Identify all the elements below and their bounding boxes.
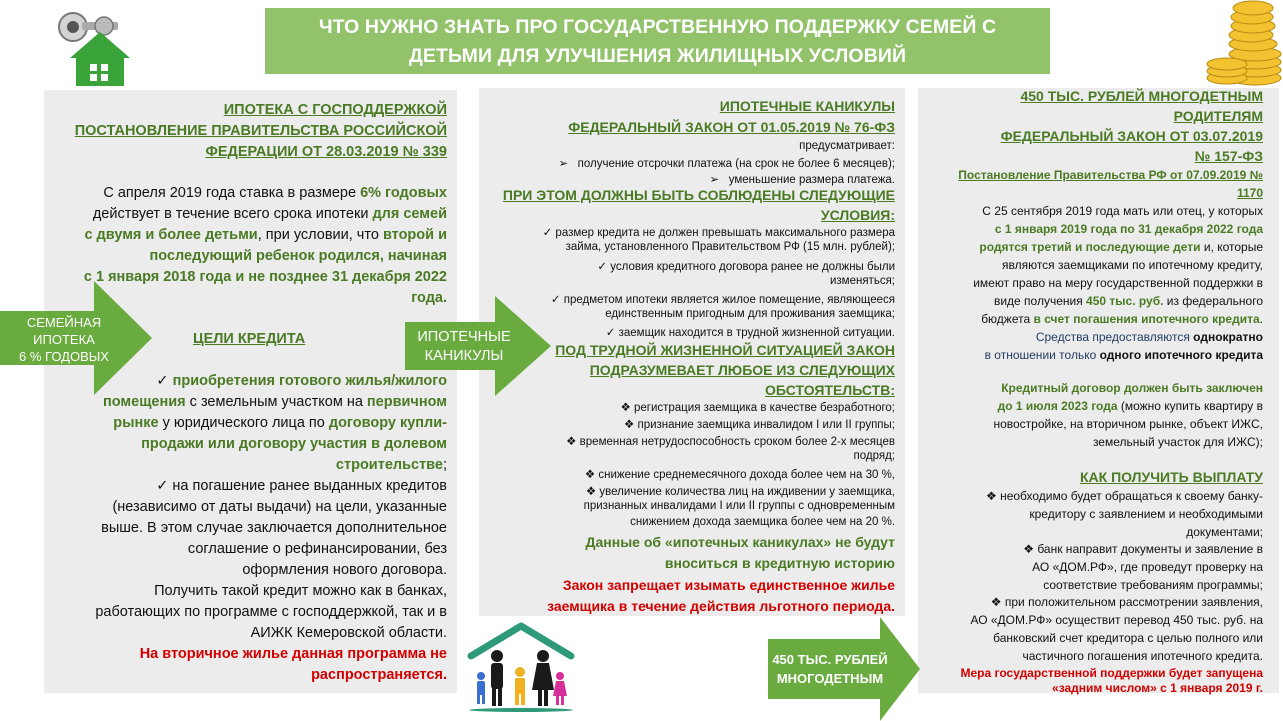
col1-para-line-1: С апреля 2019 года ставка в размере 6% годовых <box>103 185 447 201</box>
col1-heading-1: ИПОТЕКА С ГОСПОДДЕРЖКОЙ <box>223 102 447 118</box>
step-3-line-2: АО «ДОМ.РФ» осуществит перевод 450 тыс. руб. на <box>970 613 1263 627</box>
col1-heading-3: ФЕДЕРАЦИИ ОТ 28.03.2019 № 339 <box>205 144 447 160</box>
credit-history-note-1: Данные об «ипотечных каникулах» не будут <box>585 534 895 550</box>
circumstance-5-line-1: ❖ увеличение количества лиц на иждивении у заемщика, <box>585 486 895 498</box>
col1-para-line-2: действует в течение всего срока ипотеки для семей <box>92 206 447 222</box>
funds-line-1: Средства предоставляются однократно <box>1035 330 1263 344</box>
banks-line-1: Получить такой кредит можно как в банках, <box>154 583 447 599</box>
col2-provides: предусматривает: <box>799 140 895 152</box>
col3-para-7: бюджета в счет погашения ипотечного кредита. <box>981 312 1263 326</box>
col3-warning-2: «задним числом» с 1 января 2019 г. <box>1052 681 1263 695</box>
col2-heading-2: ФЕДЕРАЛЬНЫЙ ЗАКОН ОТ 01.05.2019 № 76-ФЗ <box>568 119 895 135</box>
col1-heading-2: ПОСТАНОВЛЕНИЕ ПРАВИТЕЛЬСТВА РОССИЙСКОЙ <box>74 123 447 139</box>
step-1-line-3: документами; <box>1186 525 1263 539</box>
condition-3-line-1: ✓ предметом ипотеки является жилое помещение, являющееся <box>550 294 895 306</box>
col2-warning-1: Закон запрещает изымать единственное жилье <box>562 577 895 593</box>
col1-para-line-5: с 1 января 2018 года и не позднее 31 декабря 2022 <box>83 269 447 285</box>
goal-2-line-3: выше. В этом случае заключается дополнительное <box>101 520 447 536</box>
step-1-line-2: кредитору с заявлением и необходимыми <box>1029 507 1263 521</box>
diamond-bullet-icon: ❖ <box>566 436 580 448</box>
goal-1-line-2: помещения с земельным участком на первичном <box>102 394 447 410</box>
col3-heading-4: № 157-ФЗ <box>1194 148 1263 164</box>
mortgage-holidays-arrow-label <box>405 328 523 366</box>
title-banner <box>265 8 1050 74</box>
family-house-icon <box>465 620 577 712</box>
col3-para-6: виде получения 450 тыс. руб. из федерального <box>993 294 1263 308</box>
diamond-bullet-icon: ❖ <box>1023 542 1038 556</box>
how-to-get-heading: КАК ПОЛУЧИТЬ ВЫПЛАТУ <box>1079 469 1263 485</box>
goal-2-line-1: ✓ на погашение ранее выданных кредитов <box>156 478 447 494</box>
col3-heading-1: 450 ТЫС. РУБЛЕЙ МНОГОДЕТНЫМ <box>1020 88 1263 104</box>
arrowhead-bullet-icon: ➢ <box>558 158 578 170</box>
large-family-payment-panel <box>918 88 1279 693</box>
check-icon: ✓ <box>156 478 173 494</box>
deadline-line-4: земельный участок для ИЖС); <box>1092 435 1263 449</box>
check-icon: ✓ <box>605 327 619 339</box>
goal-2-line-5: оформления нового договора. <box>242 562 447 578</box>
arrow-1-line-2: ИПОТЕКА <box>33 332 95 347</box>
condition-1-line-2: займа, установленного Правительством РФ (15 млн. рублей); <box>565 241 895 253</box>
decree-line-2: 1170 <box>1236 186 1263 200</box>
step-2-line-2: АО «ДОМ.РФ», где проведут проверку на <box>1032 560 1263 574</box>
step-2-line-3: соответствие требованиям программы; <box>1043 578 1263 592</box>
diamond-bullet-icon: ❖ <box>985 489 1001 503</box>
step-2-line-1: ❖ банк направит документы и заявление в <box>1023 542 1263 556</box>
funds-line-2: в отношении только одного ипотечного кредита <box>984 348 1263 362</box>
goal-2-line-4: соглашение о рефинансировании, без <box>187 541 447 557</box>
col3-para-4: являются заемщиками по ипотечному кредиту, <box>1001 258 1263 272</box>
col2-heading-3: ПРИ ЭТОМ ДОЛЖНЫ БЫТЬ СОБЛЮДЕНЫ СЛЕДУЮЩИЕ <box>502 187 895 203</box>
diamond-bullet-icon: ❖ <box>990 595 1005 609</box>
diamond-bullet-icon: ❖ <box>623 419 638 431</box>
condition-2-line-2: изменяться; <box>829 275 895 287</box>
circumstance-4: ❖ снижение среднемесячного дохода более чем на 30 %, <box>584 469 895 481</box>
col3-para-2: с 1 января 2019 года по 31 декабря 2022 года <box>994 222 1263 236</box>
col2-heading-6: ПОДРАЗУМЕВАЕТ ЛЮБОЕ ИЗ СЛЕДУЮЩИХ <box>589 362 895 378</box>
circumstance-1: ❖ регистрация заемщика в качестве безработного; <box>620 402 895 414</box>
condition-1-line-1: ✓ размер кредита не должен превышать максимального размера <box>542 227 895 239</box>
deadline-line-1: Кредитный договор должен быть заключен <box>1001 381 1263 395</box>
arrow-3-line-2: МНОГОДЕТНЫМ <box>776 671 884 686</box>
step-3-line-4: частичного погашения ипотечного кредита. <box>1022 649 1263 663</box>
col1-para-line-6: года. <box>411 290 447 306</box>
goal-2-line-2: (независимо от даты выдачи) на цели, указанные <box>112 499 447 515</box>
diamond-bullet-icon: ❖ <box>585 486 600 498</box>
family-mortgage-arrow-label <box>2 314 126 365</box>
title-line-2: ДЕТЬМИ ДЛЯ УЛУЧШЕНИЯ ЖИЛИЩНЫХ УСЛОВИЙ <box>408 45 907 67</box>
deadline-line-2: до 1 июля 2023 года (можно купить квартиру в <box>997 399 1263 413</box>
coins-stack-icon <box>1205 0 1283 86</box>
title-line-1: ЧТО НУЖНО ЗНАТЬ ПРО ГОСУДАРСТВЕННУЮ ПОДДЕРЖКУ СЕМЕЙ С <box>318 16 997 38</box>
col1-para-line-4: последующий ребенок родился, начиная <box>149 248 447 264</box>
goal-1-line-3: рынке у юридического лица по договору купли- <box>113 415 447 431</box>
col3-para-3: родятся третий и последующие дети и, которые <box>979 240 1263 254</box>
arrow-1-line-3: 6 % ГОДОВЫХ <box>19 349 109 364</box>
col2-heading-5: ПОД ТРУДНОЙ ЖИЗНЕННОЙ СИТУАЦИЕЙ ЗАКОН <box>555 342 895 358</box>
large-family-arrow-label <box>770 650 890 688</box>
check-icon: ✓ <box>550 294 564 306</box>
check-icon: ✓ <box>542 227 556 239</box>
col2-heading-1: ИПОТЕЧНЫЕ КАНИКУЛЫ <box>719 98 895 114</box>
col2-heading-7: ОБСТОЯТЕЛЬСТВ: <box>764 382 895 398</box>
col2-heading-4: УСЛОВИЯ: <box>820 207 895 223</box>
col3-para-5: имеют право на меру государственной поддержки в <box>973 276 1263 290</box>
condition-4: ✓ заемщик находится в трудной жизненной ситуации. <box>605 327 895 339</box>
circumstance-2: ❖ признание заемщика инвалидом I или II группы; <box>623 419 895 431</box>
check-icon: ✓ <box>156 373 173 389</box>
check-icon: ✓ <box>597 261 611 273</box>
banks-line-3: АИЖК Кемеровской области. <box>250 625 447 641</box>
goal-1-line-1: ✓ приобретения готового жилья/жилого <box>156 373 447 389</box>
col1-para-line-3: с двумя и более детьми, при условии, что второй и <box>84 227 447 243</box>
arrow-2-line-1: ИПОТЕЧНЫЕ <box>417 329 511 345</box>
arrow-1-line-1: СЕМЕЙНАЯ <box>26 315 102 330</box>
circumstance-5-line-3: снижением дохода заемщика более чем на 20 %. <box>630 516 895 528</box>
step-3-line-3: банковский счет кредитора с целью полного или <box>993 631 1263 645</box>
col3-warning-1: Мера государственной поддержки будет запущена <box>960 666 1263 680</box>
col3-para-1: С 25 сентября 2019 года мать или отец, у которых <box>982 204 1263 218</box>
deadline-line-3: новостройке, на вторичном рынке, объект ИЖС, <box>993 417 1263 431</box>
circumstance-3-line-2: подряд; <box>853 450 895 462</box>
circumstance-3-line-1: ❖ временная нетрудоспособность сроком более 2-х месяцев <box>566 436 895 448</box>
decree-line-1: Постановление Правительства РФ от 07.09.2019 № <box>958 168 1263 182</box>
col3-heading-2: РОДИТЕЛЯМ <box>1173 108 1263 124</box>
house-key-icon <box>44 6 134 88</box>
col3-heading-3: ФЕДЕРАЛЬНЫЙ ЗАКОН ОТ 03.07.2019 <box>1000 128 1263 144</box>
col2-provides-1: ➢ получение отсрочки платежа (на срок не более 6 месяцев); <box>558 158 895 170</box>
condition-2-line-1: ✓ условия кредитного договора ранее не должны были <box>597 261 895 273</box>
goal-1-line-4: продажи или договору участия в долевом <box>141 436 447 452</box>
warning-line-1: На вторичное жилье данная программа не <box>139 646 447 662</box>
diamond-bullet-icon: ❖ <box>584 469 599 481</box>
goals-heading: ЦЕЛИ КРЕДИТА <box>193 331 306 347</box>
step-1-line-1: ❖ необходимо будет обращаться к своему банку- <box>985 489 1263 503</box>
goal-1-line-5: строительстве; <box>335 457 447 473</box>
circumstance-5-line-2: признанных инвалидами I или II группы с одновременным <box>583 500 895 512</box>
step-3-line-1: ❖ при положительном рассмотрении заявления, <box>990 595 1263 609</box>
arrow-2-line-2: КАНИКУЛЫ <box>424 348 504 364</box>
col2-warning-2: заемщика в течение действия льготного периода. <box>547 598 895 614</box>
diamond-bullet-icon: ❖ <box>620 402 634 414</box>
credit-history-note-2: вноситься в кредитную историю <box>664 555 895 571</box>
arrowhead-bullet-icon: ➢ <box>709 174 729 186</box>
banks-line-2: работающих по программе с господдержкой, так и в <box>95 604 447 620</box>
col2-provides-2: ➢ уменьшение размера платежа. <box>709 174 895 186</box>
warning-line-2: распространяется. <box>311 667 447 683</box>
condition-3-line-2: единственным пригодным для проживания заемщика; <box>605 308 895 320</box>
arrow-3-line-1: 450 ТЫС. РУБЛЕЙ <box>772 652 888 667</box>
